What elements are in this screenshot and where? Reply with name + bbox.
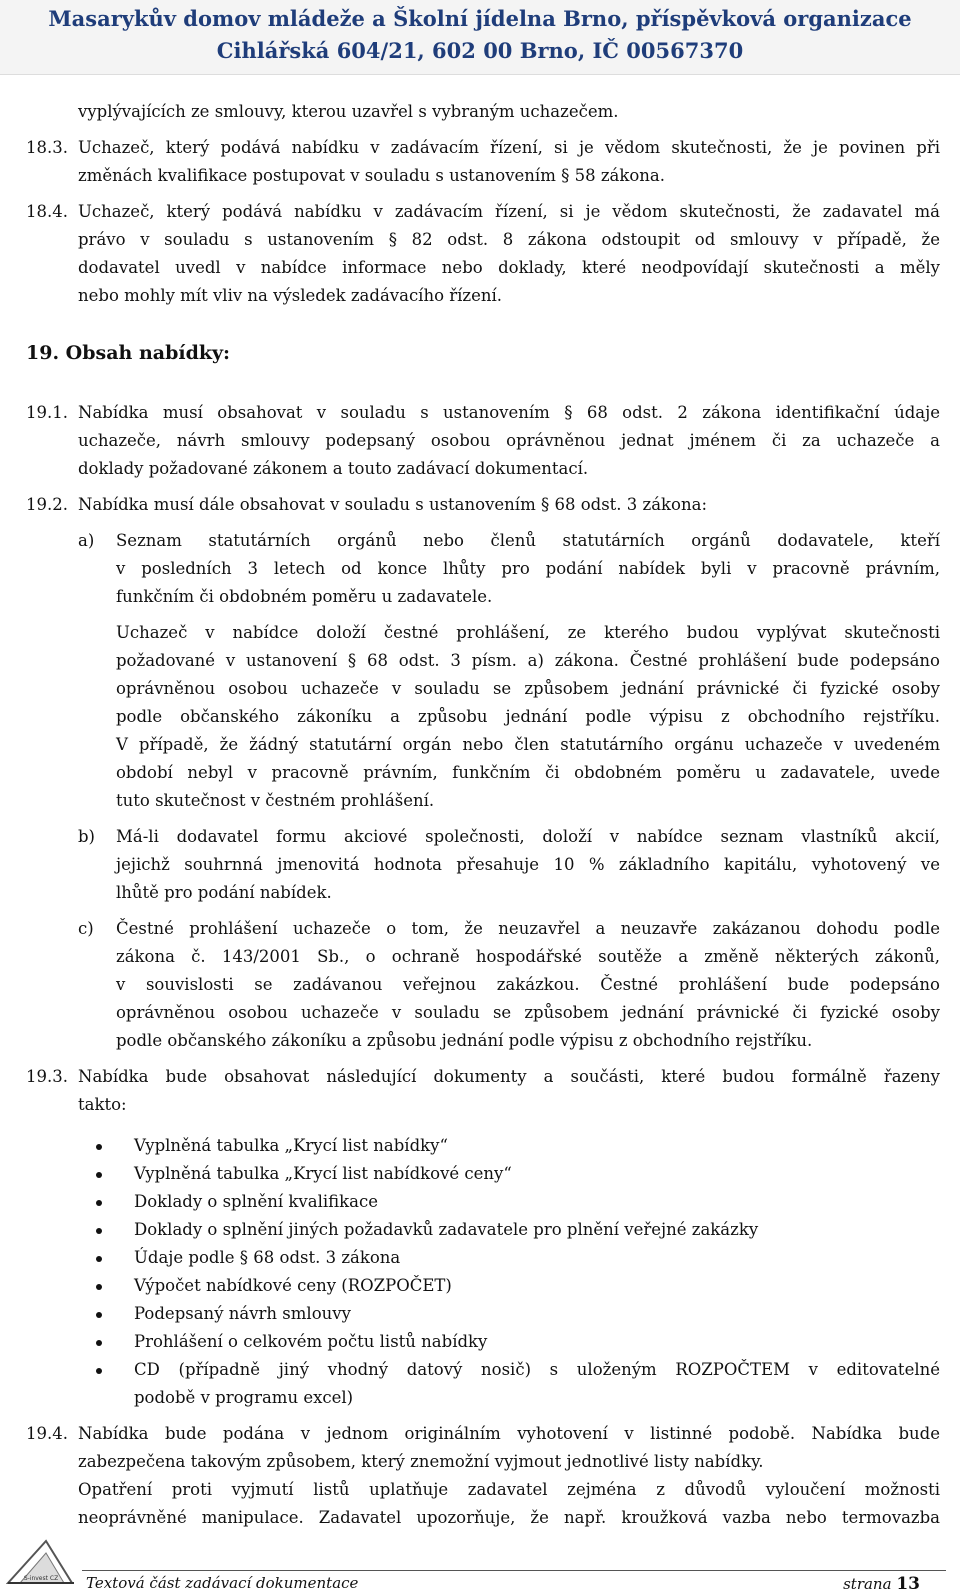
bullet-dot <box>96 1200 102 1206</box>
item-a-para2-line: V případě, že žádný statutární orgán nebo člen statutárního orgánu uchazeče v uvedeném <box>116 735 940 754</box>
list-item: Doklady o splnění jiných požadavků zadavatele pro plnění veřejné zakázky <box>134 1220 759 1239</box>
para-19-4-line: zabezpečena takovým způsobem, který znemožní vyjmout jednotlivé listy nabídky. <box>78 1452 764 1471</box>
item-a-line: Seznam statutárních orgánů nebo členů statutárních orgánů dodavatele, kteří <box>116 531 940 550</box>
item-c-line: zákona č. 143/2001 Sb., o ochraně hospodářské soutěže a změně některých zákonů, <box>116 947 940 966</box>
page-number: 13 <box>896 1574 920 1594</box>
item-a-line: funkčním či obdobném poměru u zadavatele. <box>116 587 493 606</box>
list-item: Prohlášení o celkovém počtu listů nabídky <box>134 1332 488 1351</box>
section-number-19-4: 19.4. <box>26 1424 68 1443</box>
para-18-3-line: Uchazeč, který podává nabídku v zadávacím řízení, si je vědom skutečnosti, že je povinen při <box>78 138 940 157</box>
section-number-18-3: 18.3. <box>26 138 68 157</box>
bullet-dot <box>96 1312 102 1318</box>
para-18-4-line: nebo mohly mít vliv na výsledek zadávacího řízení. <box>78 286 503 305</box>
para-18-4-line: Uchazeč, který podává nabídku v zadávacím řízení, si je vědom skutečnosti, že zadavatel má <box>78 202 940 221</box>
item-a-para2-line: Uchazeč v nabídce doloží čestné prohlášení, ze kterého budou vyplývat skutečnosti <box>116 623 940 642</box>
item-a-para2-line: období nebyl v pracovně právním, funkčním či obdobném poměru u zadavatele, uvede <box>116 763 940 782</box>
item-b-label: b) <box>78 827 95 846</box>
bullet-dot <box>96 1172 102 1178</box>
item-c-line: v souvislosti se zadávanou veřejnou zakázkou. Čestné prohlášení bude podepsáno <box>116 975 940 994</box>
bullet-dot <box>96 1256 102 1262</box>
item-a-line: v posledních 3 letech od konce lhůty pro podání nabídek byli v pracovně právním, <box>116 559 940 578</box>
section-number-19-3: 19.3. <box>26 1067 68 1086</box>
bullet-dot <box>96 1144 102 1150</box>
item-a-para2-line: tuto skutečnost v čestném prohlášení. <box>116 791 435 810</box>
item-a-para2-line: požadované v ustanovení § 68 odst. 3 písm. a) zákona. Čestné prohlášení bude podepsáno <box>116 651 940 670</box>
list-item: Vyplněná tabulka „Krycí list nabídky“ <box>134 1136 448 1155</box>
para-19-4-line: Opatření proti vyjmutí listů uplatňuje zadavatel zejména z důvodů vyloučení možnosti <box>78 1480 940 1499</box>
section-number-18-4: 18.4. <box>26 202 68 221</box>
para-18-4-line: právo v souladu s ustanovením § 82 odst. 8 zákona odstoupit od smlouvy v případě, že <box>78 230 940 249</box>
footer-document-title: Textová část zadávací dokumentace <box>86 1574 359 1592</box>
logo-text: S-invest CZ <box>23 1575 59 1582</box>
page-label: strana <box>843 1575 892 1593</box>
para-19-4-line: neoprávněné manipulace. Zadavatel upozorňuje, že např. kroužková vazba nebo termovazba <box>78 1508 940 1527</box>
item-a-label: a) <box>78 531 95 550</box>
section-number-19-1: 19.1. <box>26 403 68 422</box>
item-c-line: Čestné prohlášení uchazeče o tom, že neuzavřel a neuzavře zakázanou dohodu podle <box>116 919 940 938</box>
header-organization: Masarykův domov mládeže a Školní jídelna Brno, příspěvková organizace <box>48 6 912 31</box>
bullet-dot <box>96 1228 102 1234</box>
para-19-1-line: Nabídka musí obsahovat v souladu s ustanovením § 68 odst. 2 zákona identifikační údaje <box>78 403 940 422</box>
para-19-3-line: Nabídka bude obsahovat následující dokumenty a součásti, které budou formálně řazeny <box>78 1067 940 1086</box>
item-c-label: c) <box>78 919 94 938</box>
list-item: Doklady o splnění kvalifikace <box>134 1192 378 1211</box>
item-b-line: Má-li dodavatel formu akciové společnosti, doloží v nabídce seznam vlastníků akcií, <box>116 827 940 846</box>
list-item: Vyplněná tabulka „Krycí list nabídkové ceny“ <box>134 1164 512 1183</box>
para-18-3-line: změnách kvalifikace postupovat v souladu s ustanovením § 58 zákona. <box>78 166 665 185</box>
para-19-1-line: uchazeče, návrh smlouvy podepsaný osobou oprávněnou jednat jménem či za uchazeče a <box>78 431 940 450</box>
para-18-4-line: dodavatel uvedl v nabídce informace nebo doklady, které neodpovídají skutečnosti a měly <box>78 258 940 277</box>
item-b-line: jejichž souhrnná jmenovitá hodnota přesahuje 10 % základního kapitálu, vyhotovený ve <box>116 855 940 874</box>
footer-page-number <box>843 1574 920 1594</box>
bullet-dot <box>96 1340 102 1346</box>
header-address: Cihlářská 604/21, 602 00 Brno, IČ 00567370 <box>216 38 744 63</box>
para-19-1-line: doklady požadované zákonem a touto zadávací dokumentací. <box>78 459 589 478</box>
section-heading-19: 19. Obsah nabídky: <box>26 342 231 364</box>
intro-text: vyplývajících ze smlouvy, kterou uzavřel s vybraným uchazečem. <box>78 102 619 121</box>
item-c-line: podle občanského zákoníku a způsobu jednání podle výpisu z obchodního rejstříku. <box>116 1031 813 1050</box>
item-a-para2-line: oprávněnou osobou uchazeče v souladu se způsobem jednání právnické či fyzické osoby <box>116 679 940 698</box>
item-c-line: oprávněnou osobou uchazeče v souladu se způsobem jednání právnické či fyzické osoby <box>116 1003 940 1022</box>
list-item: Údaje podle § 68 odst. 3 zákona <box>134 1248 401 1267</box>
para-19-3-line: takto: <box>78 1095 127 1114</box>
list-item: Podepsaný návrh smlouvy <box>134 1304 351 1323</box>
item-a-para2-line: podle občanského zákoníku a způsobu jednání podle výpisu z obchodního rejstříku. <box>116 707 940 726</box>
footer-divider <box>82 1570 946 1571</box>
document-header <box>0 0 960 75</box>
list-item-continuation: podobě v programu excel) <box>134 1388 354 1407</box>
list-item: Výpočet nabídkové ceny (ROZPOČET) <box>134 1276 452 1295</box>
company-logo <box>6 1535 76 1589</box>
item-b-line: lhůtě pro podání nabídek. <box>116 883 332 902</box>
para-19-2-lead: Nabídka musí dále obsahovat v souladu s ustanovením § 68 odst. 3 zákona: <box>78 495 708 514</box>
list-item: CD (případně jiný vhodný datový nosič) s uloženým ROZPOČTEM v editovatelné <box>134 1360 940 1379</box>
bullet-dot <box>96 1368 102 1374</box>
section-number-19-2: 19.2. <box>26 495 68 514</box>
bullet-dot <box>96 1284 102 1290</box>
para-19-4-line: Nabídka bude podána v jednom originálním vyhotovení v listinné podobě. Nabídka bude <box>78 1424 940 1443</box>
